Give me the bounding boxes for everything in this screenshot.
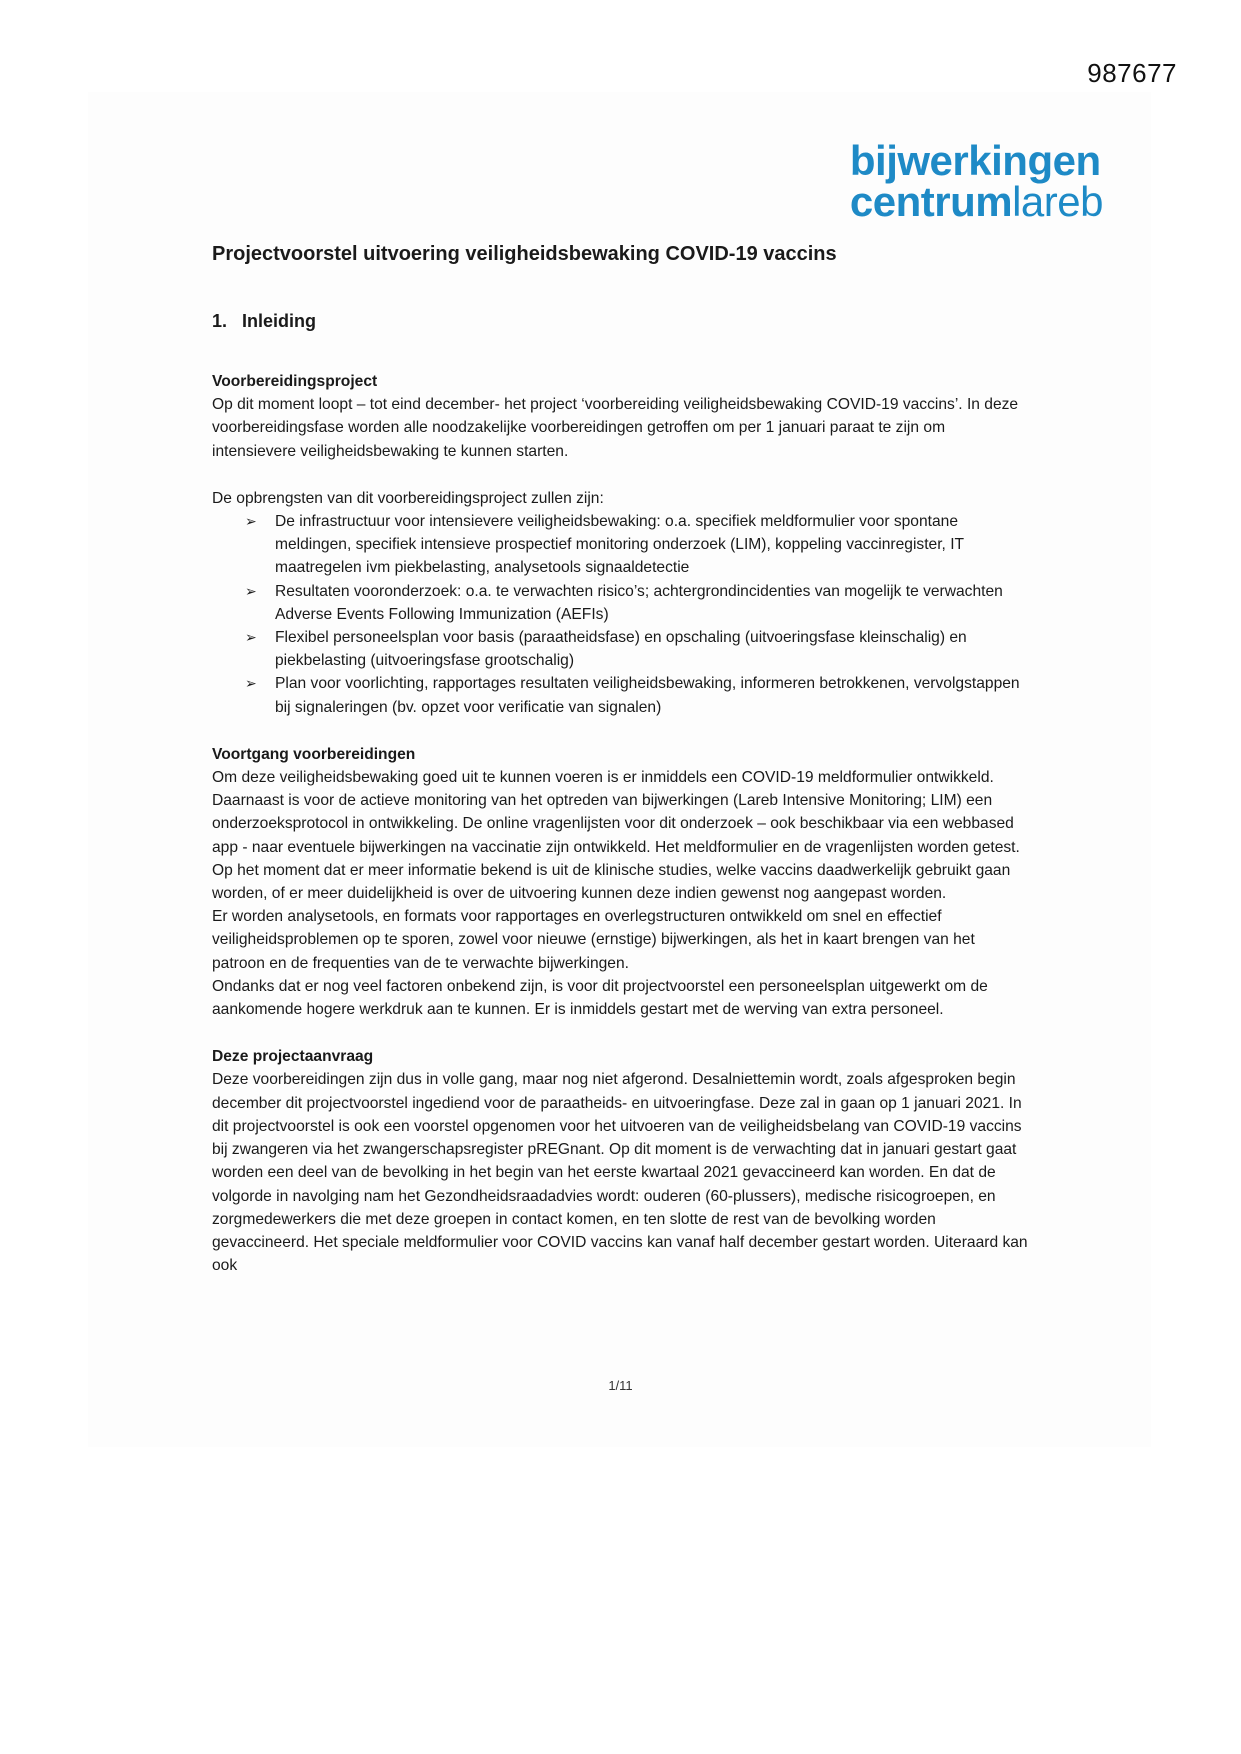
- list-item: [245, 626, 1030, 672]
- logo-line-1: bijwerkingen: [849, 137, 1101, 184]
- section-title: Inleiding: [242, 311, 316, 331]
- list-item-text: Resultaten vooronderzoek: o.a. te verwachten risico’s; achtergrondincidenties van mogelijk te verwachten Adverse Events Following Immunization (AEFIs): [275, 582, 1003, 623]
- paragraph-voortgang-3: Ondanks dat er nog veel factoren onbekend zijn, is voor dit projectvoorstel een personeelsplan uitgewerkt om de aankomende hogere werkdruk aan te kunnen. Er is inmiddels gestart met de werving van extra personeel.: [212, 977, 988, 1019]
- subheading-voorbereidingsproject: Voorbereidingsproject: [212, 373, 378, 390]
- arrow-bullet-icon: ➢: [245, 675, 257, 692]
- logo-line-2-bold: centrum: [849, 178, 1013, 226]
- section-heading-inleiding: [212, 308, 1030, 334]
- arrow-bullet-icon: ➢: [245, 513, 257, 530]
- paragraph-voortgang-1: Om deze veiligheidsbewaking goed uit te kunnen voeren is er inmiddels een COVID-19 meldformulier ontwikkeld. Daarnaast is voor de actieve monitoring van het optreden van bijwerkingen (Lareb Intensive Monitoring; LIM) een onderzoeksprotocol in ontwikkeling. De online vragenlijsten voor dit onderzoek – ook beschikbaar via een webbased app - naar eventuele bijwerkingen na vaccinatie zijn ontwikkeld. Het meldformulier en de vragenlijsten worden getest. Op het moment dat er meer informatie bekend is uit de klinische studies, welke vaccins daadwerkelijk gebruikt gaan worden, of er meer duidelijkheid is over de uitvoering kunnen deze indien gewenst nog aangepast worden.: [212, 769, 1020, 903]
- list-item-text: Flexibel personeelsplan voor basis (paraatheidsfase) en opschaling (uitvoeringsfase kleinschalig) en piekbelasting (uitvoeringsfase grootschalig): [275, 629, 967, 670]
- document-title: Projectvoorstel uitvoering veiligheidsbewaking COVID-19 vaccins: [212, 243, 837, 265]
- list-item: [245, 580, 1030, 626]
- paragraph-opbrengsten-intro: De opbrengsten van dit voorbereidingsproject zullen zijn:: [212, 489, 604, 507]
- opbrengsten-list: [212, 510, 1030, 719]
- paragraph-voortgang-2: Er worden analysetools, en formats voor rapportages en overlegstructuren ontwikkeld om snel en effectief veiligheidsproblemen op te sporen, zowel voor nieuwe (ernstige) bijwerkingen, als het in kaart brengen van het patroon en de frequenties van de te verwachte bijwerkingen.: [212, 908, 975, 972]
- paragraph-projectaanvraag: Deze voorbereidingen zijn dus in volle gang, maar nog niet afgerond. Desalniettemin wordt, zoals afgesproken begin december dit projectvoorstel ingediend voor de paraatheids- en uitvoeringfase. Deze zal in gaan op 1 januari 2021. In dit projectvoorstel is ook een voorstel opgenomen voor het uitvoeren van de veiligheidsbelang van COVID-19 vaccins bij zwangeren via het zwangerschapsregister pREGnant. Op dit moment is de verwachting dat in januari gestart gaat worden een deel van de bevolking in het begin van het eerste kwartaal 2021 gevaccineerd kan worden. En dat de volgorde in navolging nam het Gezondheidsraadadvies wordt: ouderen (60-plussers), medische risicogroepen, en zorgmedewerkers die met deze groepen in contact komen, en ten slotte de rest van de bevolking worden gevaccineerd. Het speciale meldformulier voor COVID vaccins kan vanaf half december gestart worden. Uiteraard kan ook: [212, 1071, 1028, 1275]
- page-number: 1/11: [608, 1378, 633, 1393]
- paragraph-voorbereidingsproject: Op dit moment loopt – tot eind december- het project ‘voorbereiding veiligheidsbewaking COVID-19 vaccins’. In deze voorbereidingsfase worden alle noodzakelijke voorbereidingen getroffen om per 1 januari paraat te zijn om intensievere veiligheidsbewaking te kunnen starten.: [212, 396, 1019, 460]
- logo-line-2-light: lareb: [1012, 178, 1103, 226]
- lareb-logo: [849, 137, 1103, 226]
- list-item-text: Plan voor voorlichting, rapportages resultaten veiligheidsbewaking, informeren betrokkenen, vervolgstappen bij signaleringen (bv. opzet voor verificatie van signalen): [275, 675, 1020, 716]
- document-id: 987677: [1087, 58, 1177, 88]
- arrow-bullet-icon: ➢: [245, 582, 257, 599]
- subheading-voortgang: Voortgang voorbereidingen: [212, 745, 416, 763]
- list-item-text: De infrastructuur voor intensievere veiligheidsbewaking: o.a. specifiek meldformulier voor spontane meldingen, specifiek intensieve prospectief monitoring onderzoek (LIM), koppeling vaccinregister, IT maatregelen ivm piekbelasting, analysetools signaaldetectie: [275, 513, 964, 577]
- list-item: [245, 672, 1030, 718]
- arrow-bullet-icon: ➢: [245, 629, 257, 646]
- document-body: [212, 240, 1030, 1277]
- subheading-projectaanvraag: Deze projectaanvraag: [212, 1048, 374, 1066]
- list-item: [245, 510, 1030, 580]
- section-number: 1.: [212, 311, 228, 331]
- logo-line-2: [849, 178, 1103, 226]
